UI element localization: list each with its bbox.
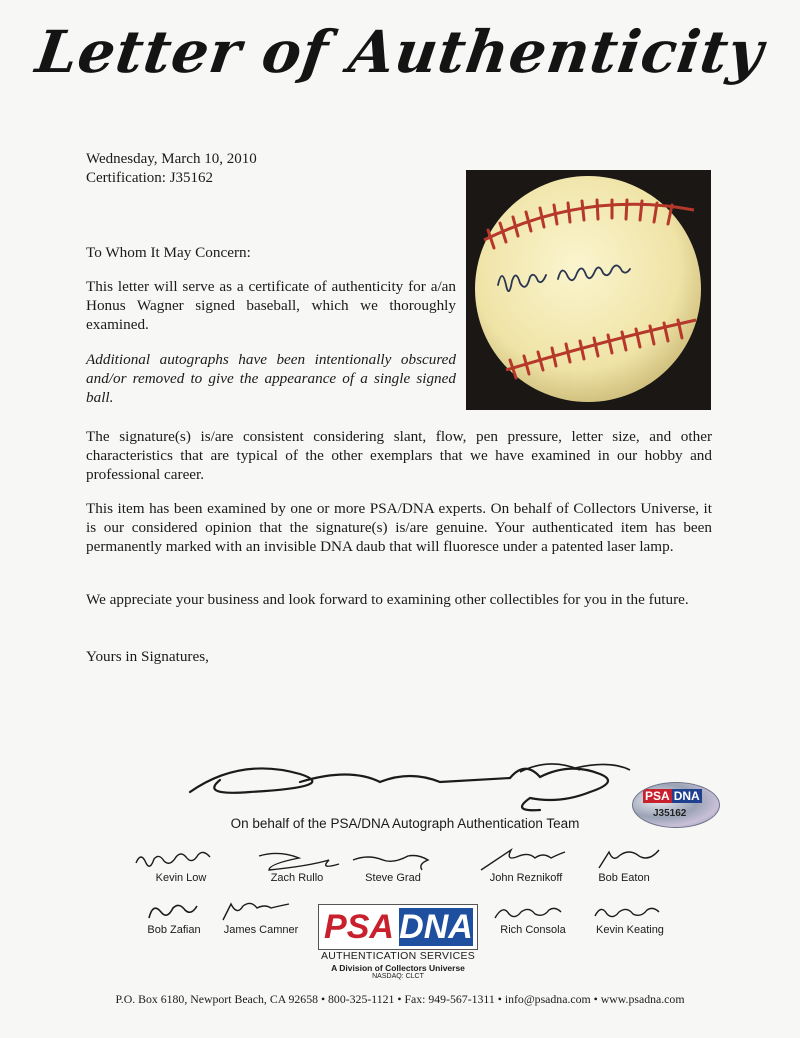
- paragraph-obscured-note: Additional autographs have been intentionally obscured and/or removed to give the appearance of a single signed ball.: [86, 351, 456, 406]
- paragraph-signature-consistency: The signature(s) is/are consistent considering slant, flow, pen pressure, letter size, and other characteristics that are typical of the other exemplars that we have examined in our hobby and professional career.: [86, 428, 712, 483]
- signature-james-camner: [211, 900, 311, 924]
- signature-zach-rullo: [247, 848, 347, 872]
- paragraph-certificate: This letter will serve as a certificate of authenticity for a/an Honus Wagner signed baseball, which we thoroughly examined.: [86, 278, 456, 333]
- signature-kevin-keating: [585, 900, 675, 924]
- authenticator-john-reznikoff: John Reznikoff: [466, 848, 586, 884]
- logo-subtitle: [300, 950, 496, 980]
- division-text: A Division of Collectors Universe: [331, 963, 465, 973]
- logo-dna: DNA: [399, 908, 473, 946]
- signature-john-reznikoff: [471, 848, 581, 872]
- footer-contact: P.O. Box 6180, Newport Beach, CA 92658 • 800-325-1121 • Fax: 949-567-1311 • info@psadna.com • www.psadna.com: [115, 992, 685, 1006]
- authenticator-bob-eaton: Bob Eaton: [574, 848, 674, 884]
- salutation: To Whom It May Concern:: [86, 244, 251, 261]
- logo-psa: PSA: [324, 908, 394, 946]
- team-signature: [180, 752, 640, 822]
- letter-meta: [86, 150, 257, 188]
- authenticator-bob-zafian: Bob Zafian: [124, 900, 224, 936]
- authenticator-kevin-low: Kevin Low: [126, 848, 236, 884]
- paragraph-examination: This item has been examined by one or more PSA/DNA experts. On behalf of Collectors Universe, it is our considered opinion that the signature(s) is/are genuine. Your authenticated item has been permanently marked with an invisible DNA daub that will fluoresce under a patented laser lamp.: [86, 500, 712, 555]
- nasdaq-text: NASDAQ: CLCT: [372, 973, 424, 980]
- baseball-photo: [466, 170, 711, 410]
- baseball-image: [466, 170, 711, 410]
- hologram-sticker: [632, 782, 720, 828]
- authenticator-kevin-keating: Kevin Keating: [580, 900, 680, 936]
- paragraph-appreciation: We appreciate your business and look forward to examining other collectibles for you in the future.: [86, 591, 689, 608]
- signature-bob-eaton: [579, 848, 669, 872]
- authenticator-james-camner: James Camner: [206, 900, 316, 936]
- psa-dna-logo: [318, 904, 478, 950]
- hologram-logo: PSA DNA: [645, 789, 700, 803]
- authenticator-zach-rullo: Zach Rullo: [242, 848, 352, 884]
- certification-number: Certification: J35162: [86, 170, 214, 186]
- hologram-code: J35162: [653, 808, 687, 819]
- signature-kevin-low: [131, 848, 231, 872]
- authenticator-steve-grad: Steve Grad: [338, 848, 448, 884]
- closing: Yours in Signatures,: [86, 648, 209, 665]
- authenticator-rich-consola: Rich Consola: [478, 900, 588, 936]
- signature-rich-consola: [483, 900, 583, 924]
- letter-title: Letter of Authenticity: [31, 18, 769, 86]
- authentication-services: AUTHENTICATION SERVICES: [320, 950, 476, 962]
- signature-steve-grad: [343, 848, 443, 872]
- team-label: On behalf of the PSA/DNA Autograph Authentication Team: [230, 816, 580, 831]
- letter-date: Wednesday, March 10, 2010: [86, 151, 257, 167]
